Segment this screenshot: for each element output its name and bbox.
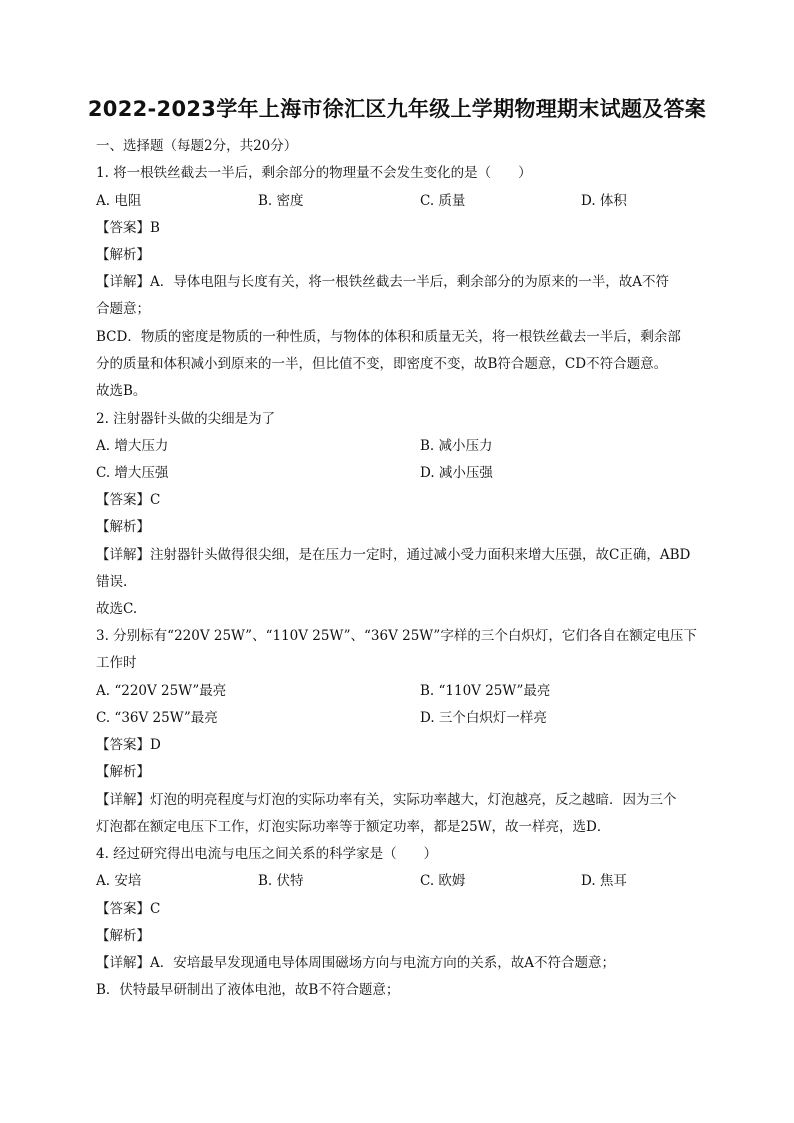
question-3-option-c: C. “36V 25W”最亮 <box>96 710 218 726</box>
question-3-stem: 工作时 <box>96 655 137 671</box>
question-1-option-d: D. 体积 <box>581 193 627 209</box>
question-2-option-a: A. 增大压力 <box>96 438 169 454</box>
question-4-option-d: D. 焦耳 <box>581 873 627 889</box>
question-1-analysis-label: 【解析】 <box>96 247 150 263</box>
question-3-detail-line: 【详解】灯泡的明亮程度与灯泡的实际功率有关，实际功率越大，灯泡越亮，反之越暗．因为三个 <box>96 792 677 808</box>
question-4-detail-line: 【详解】A．安培最早发现通电导体周围磁场方向与电流方向的关系，故A不符合题意； <box>96 955 615 971</box>
question-1-option-b: B. 密度 <box>258 193 304 209</box>
question-2-detail-line: 【详解】注射器针头做得很尖细，是在压力一定时，通过减小受力面积来增大压强，故C正确，ABD <box>96 547 691 563</box>
question-1-answer: 【答案】B <box>96 220 160 236</box>
question-3-detail-line: 灯泡都在额定电压下工作，灯泡实际功率等于额定功率，都是25W，故一样亮，选D． <box>96 819 611 835</box>
question-3-analysis-label: 【解析】 <box>96 764 150 780</box>
question-1-detail-line: 合题意； <box>96 301 150 317</box>
question-2-option-d: D. 减小压强 <box>420 465 493 481</box>
question-2-detail-line: 错误. <box>96 574 128 590</box>
question-2-detail-line: 故选C. <box>96 601 138 617</box>
question-3-option-d: D. 三个白炽灯一样亮 <box>420 710 547 726</box>
question-2-option-c: C. 增大压强 <box>96 465 169 481</box>
question-1-stem: 1. 将一根铁丝截去一半后，剩余部分的物理量不会发生变化的是（ ） <box>96 165 532 181</box>
question-4-option-a: A. 安培 <box>96 873 142 889</box>
question-1-option-a: A. 电阻 <box>96 193 142 209</box>
question-4-option-c: C. 欧姆 <box>420 873 466 889</box>
question-4-option-b: B. 伏特 <box>258 873 304 889</box>
question-3-answer: 【答案】D <box>96 737 161 753</box>
question-4-analysis-label: 【解析】 <box>96 928 150 944</box>
question-3-option-b: B. “110V 25W”最亮 <box>420 683 551 699</box>
question-1-detail-line: BCD．物质的密度是物质的一种性质，与物体的体积和质量无关，将一根铁丝截去一半后，剩余部 <box>96 329 681 345</box>
question-4-stem: 4. 经过研究得出电流与电压之间关系的科学家是（ ） <box>96 846 438 862</box>
question-1-detail-line: 【详解】A．导体电阻与长度有关，将一根铁丝截去一半后，剩余部分的为原来的一半，故A不符 <box>96 274 669 290</box>
question-1-detail-line: 分的质量和体积减小到原来的一半，但比值不变，即密度不变，故B符合题意，CD不符合题意。 <box>96 356 668 372</box>
question-1-option-c: C. 质量 <box>420 193 466 209</box>
question-3-option-a: A. “220V 25W”最亮 <box>96 683 227 699</box>
question-2-stem: 2. 注射器针头做的尖细是为了 <box>96 411 276 427</box>
section-heading: 一、选择题（每题2分，共20分） <box>96 138 298 154</box>
question-2-option-b: B. 减小压力 <box>420 438 493 454</box>
question-1-detail-line: 故选B。 <box>96 383 147 399</box>
question-2-analysis-label: 【解析】 <box>96 519 150 535</box>
question-3-stem: 3. 分别标有“220V 25W”、“110V 25W”、“36V 25W”字样的三个白炽灯，它们各自在额定电压下 <box>96 628 697 644</box>
question-4-answer: 【答案】C <box>96 901 161 917</box>
document-title: 2022-2023学年上海市徐汇区九年级上学期物理期末试题及答案 <box>87 97 707 121</box>
question-2-answer: 【答案】C <box>96 492 161 508</box>
question-4-detail-line: B．伏特最早研制出了液体电池，故B不符合题意； <box>96 982 400 998</box>
